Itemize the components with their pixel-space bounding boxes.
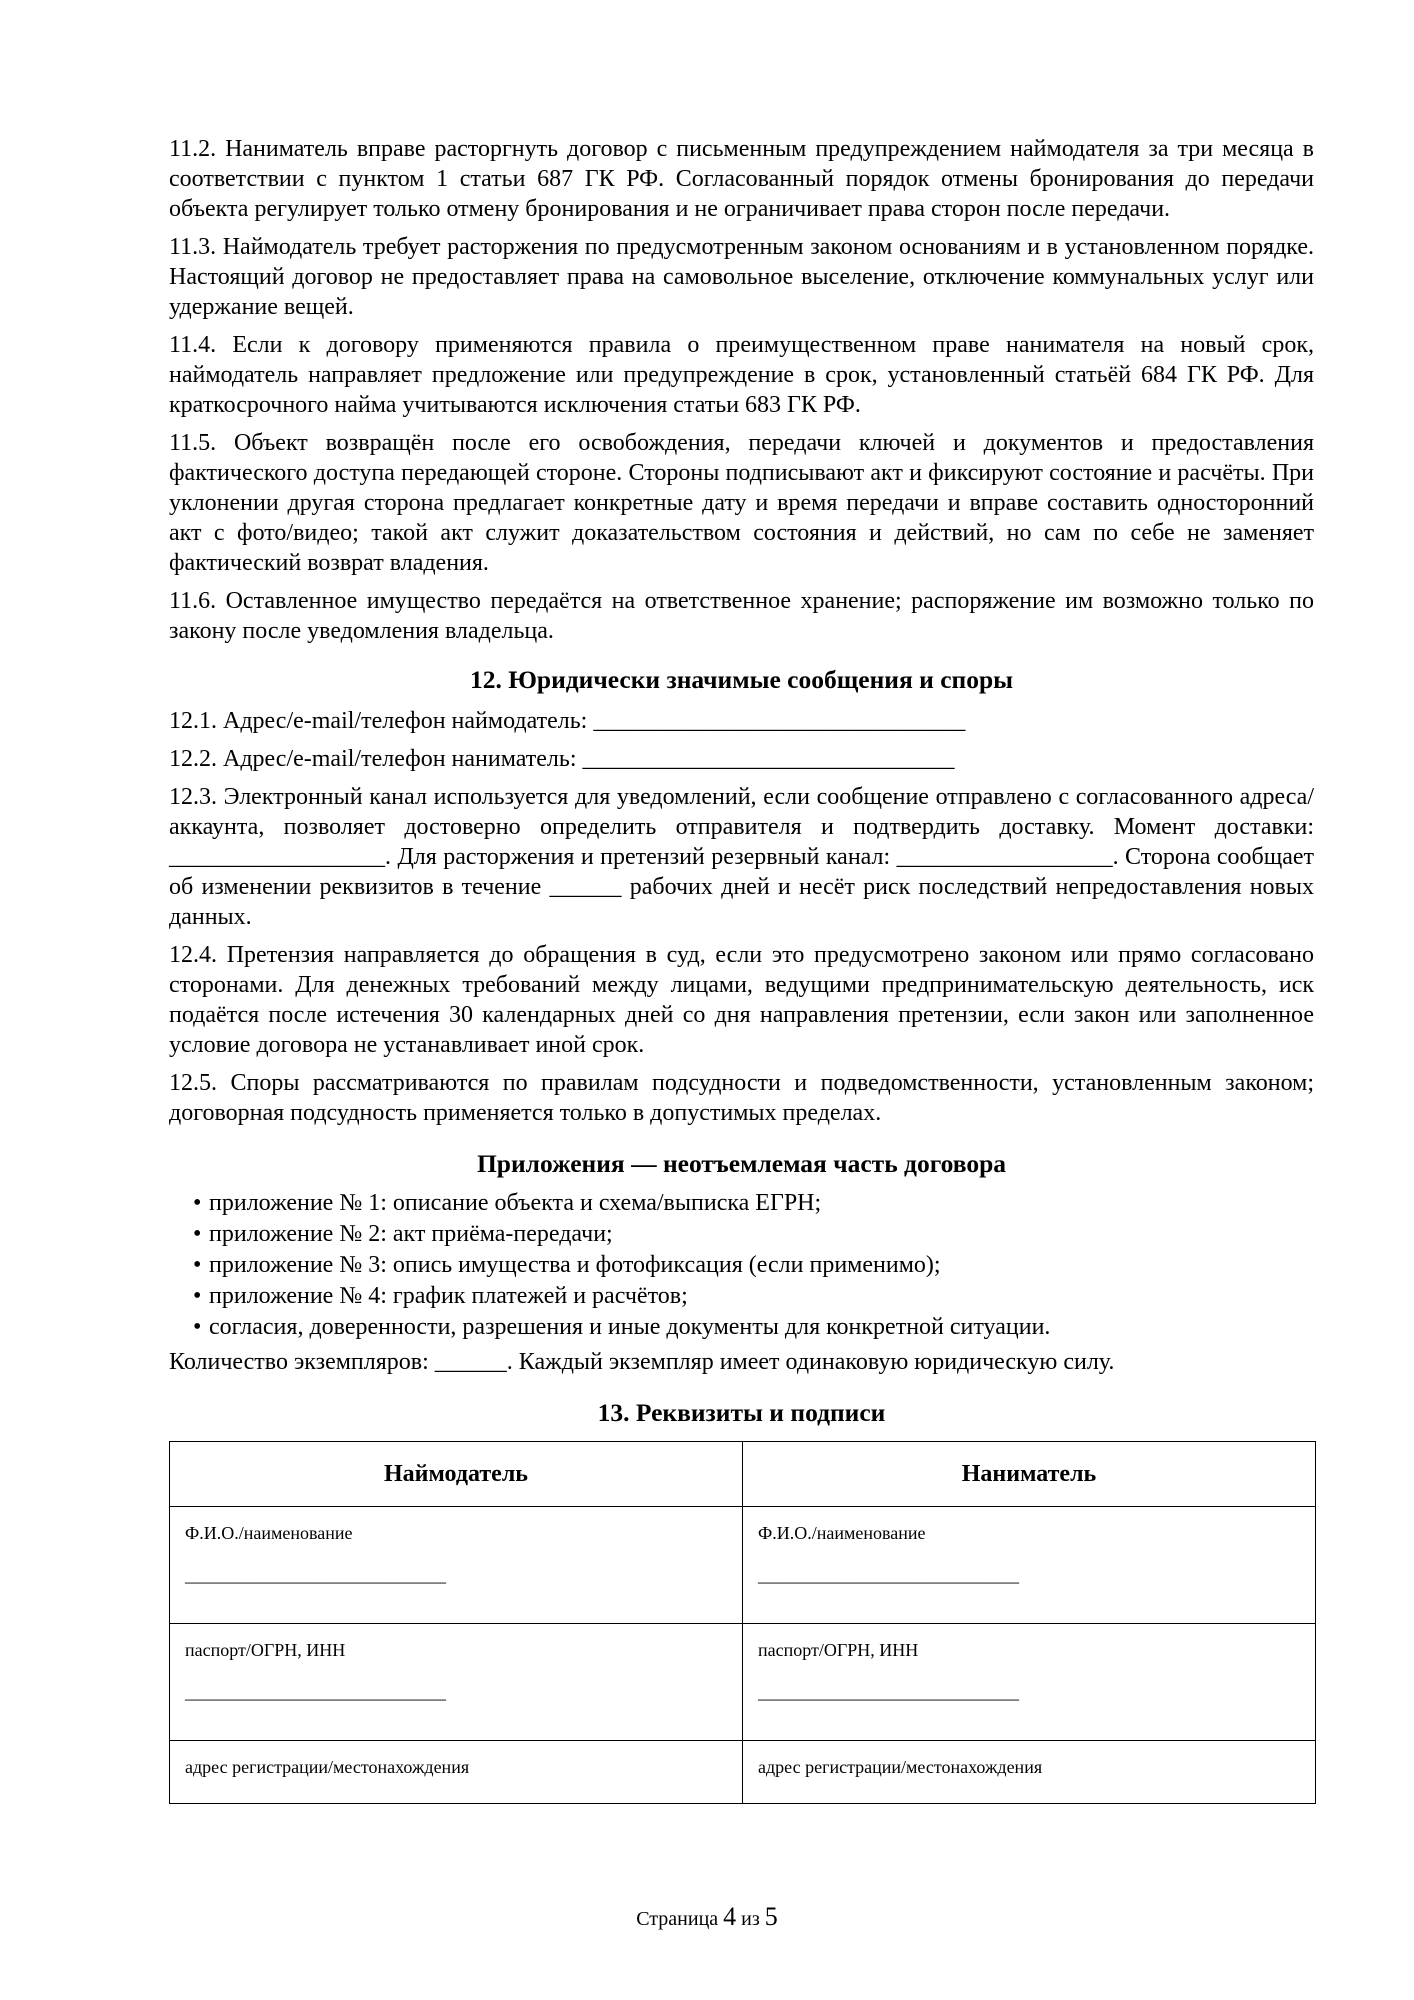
blank-line: _____________________________	[758, 1565, 1019, 1585]
bullet-icon: •	[193, 1314, 202, 1340]
blank-line: _____________________________	[185, 1565, 446, 1585]
field-label: Ф.И.О./наименование	[758, 1523, 926, 1543]
landlord-address-cell	[170, 1741, 743, 1804]
table-header-row	[170, 1442, 1316, 1507]
clause-11-5: 11.5. Объект возвращён после его освобождения, передачи ключей и документов и предоставления фактического доступа передающей стороне. Стороны подписывают акт и фиксируют состояние и расчёты. При уклонении другая сторона предлагает конкретные дату и время передачи и вправе составить односторонний акт с фото/видео; такой акт служит доказательством состояния и действий, но сам по себе не заменяет фактический возврат владения.	[169, 430, 1314, 576]
list-item: • приложение № 1: описание объекта и схема/выписка ЕГРН;	[193, 1188, 1314, 1219]
blank-line: _____________________________	[185, 1682, 446, 1702]
page-separator: из	[741, 1908, 760, 1930]
field-label: Ф.И.О./наименование	[185, 1523, 353, 1543]
landlord-passport-cell	[170, 1624, 743, 1741]
field-label: паспорт/ОГРН, ИНН	[185, 1640, 346, 1660]
column-header-tenant: Наниматель	[743, 1442, 1316, 1507]
clause-11-2: 11.2. Наниматель вправе расторгнуть договор с письменным предупреждением наймодателя за три месяца в соответствии с пунктом 1 статьи 687 ГК РФ. Согласованный порядок отмены бронирования до передачи объекта регулирует только отмену бронирования и не ограничивает права сторон после передачи.	[169, 136, 1314, 222]
list-item: • приложение № 3: опись имущества и фотофиксация (если применимо);	[193, 1250, 1314, 1281]
clause-11-6: 11.6. Оставленное имущество передаётся на ответственное хранение; распоряжение им возможно только по закону после уведомления владельца.	[169, 588, 1314, 644]
list-item: • приложение № 2: акт приёма-передачи;	[193, 1219, 1314, 1250]
field-label: паспорт/ОГРН, ИНН	[758, 1640, 919, 1660]
clause-12-3: 12.3. Электронный канал используется для уведомлений, если сообщение отправлено с согласованного адреса/аккаунта, позволяет достоверно определить отправителя и подтвердить доставку. Момент доставки: __________________. Для расторжения и претензий резервный канал: __________________. Сторона сообщает об изменении реквизитов в течение ______ рабочих дней и несёт риск последствий непредоставления новых данных.	[169, 784, 1314, 930]
clause-11-4: 11.4. Если к договору применяются правила о преимущественном праве нанимателя на новый срок, наймодатель направляет предложение или предупреждение в срок, установленный статьёй 684 ГК РФ. Для краткосрочного найма учитываются исключения статьи 683 ГК РФ.	[169, 332, 1314, 418]
page-total: 5	[764, 1902, 778, 1931]
bullet-icon: •	[193, 1252, 202, 1278]
field-label: адрес регистрации/местонахождения	[758, 1757, 1043, 1777]
page-number: 4	[723, 1902, 737, 1931]
bullet-icon: •	[193, 1283, 202, 1309]
table-row	[170, 1741, 1316, 1804]
blank-line: _____________________________	[758, 1682, 1019, 1702]
column-header-landlord: Наймодатель	[170, 1442, 743, 1507]
appendices-title: Приложения — неотъемлемая часть договора	[476, 1149, 1007, 1178]
clause-12-4: 12.4. Претензия направляется до обращения в суд, если это предусмотрено законом или прямо согласовано сторонами. Для денежных требований между лицами, ведущими предпринимательскую деятельность, иск подаётся после истечения 30 календарных дней со дня направления претензии, если закон или заполненное условие договора не устанавливает иной срок.	[169, 942, 1314, 1058]
clause-12-5: 12.5. Споры рассматриваются по правилам подсудности и подведомственности, установленным законом; договорная подсудность применяется только в допустимых пределах.	[169, 1070, 1314, 1126]
list-item: • приложение № 4: график платежей и расчётов;	[193, 1281, 1314, 1312]
table-row	[170, 1507, 1316, 1624]
section-12-clauses	[169, 706, 1314, 1128]
tenant-name-cell	[743, 1507, 1316, 1624]
clause-12-2: 12.2. Адрес/e-mail/телефон наниматель: _______________________________	[169, 746, 955, 772]
page-label: Страница	[636, 1908, 719, 1930]
clause-11-3: 11.3. Наймодатель требует расторжения по предусмотренным законом основаниям и в установленном порядке. Настоящий договор не предоставляет права на самовольное выселение, отключение коммунальных услуг или удержание вещей.	[169, 234, 1314, 320]
document-page	[169, 134, 1314, 1804]
landlord-name-cell	[170, 1507, 743, 1624]
requisites-table	[169, 1441, 1316, 1804]
copies-count-text: Количество экземпляров: ______. Каждый экземпляр имеет одинаковую юридическую силу.	[169, 1349, 1115, 1375]
field-label: адрес регистрации/местонахождения	[185, 1757, 470, 1777]
section-13-title: 13. Реквизиты и подписи	[597, 1398, 886, 1427]
list-item: • согласия, доверенности, разрешения и иные документы для конкретной ситуации.	[193, 1312, 1314, 1343]
bullet-icon: •	[193, 1221, 202, 1247]
appendices-list	[169, 1188, 1314, 1343]
section-11-clauses	[169, 134, 1314, 646]
table-row	[170, 1624, 1316, 1741]
page-footer	[0, 1902, 1414, 1932]
tenant-passport-cell	[743, 1624, 1316, 1741]
clause-12-1: 12.1. Адрес/e-mail/телефон наймодатель: _______________________________	[169, 708, 966, 734]
section-12-title: 12. Юридически значимые сообщения и споры	[469, 665, 1014, 694]
tenant-address-cell	[743, 1741, 1316, 1804]
bullet-icon: •	[193, 1190, 202, 1216]
